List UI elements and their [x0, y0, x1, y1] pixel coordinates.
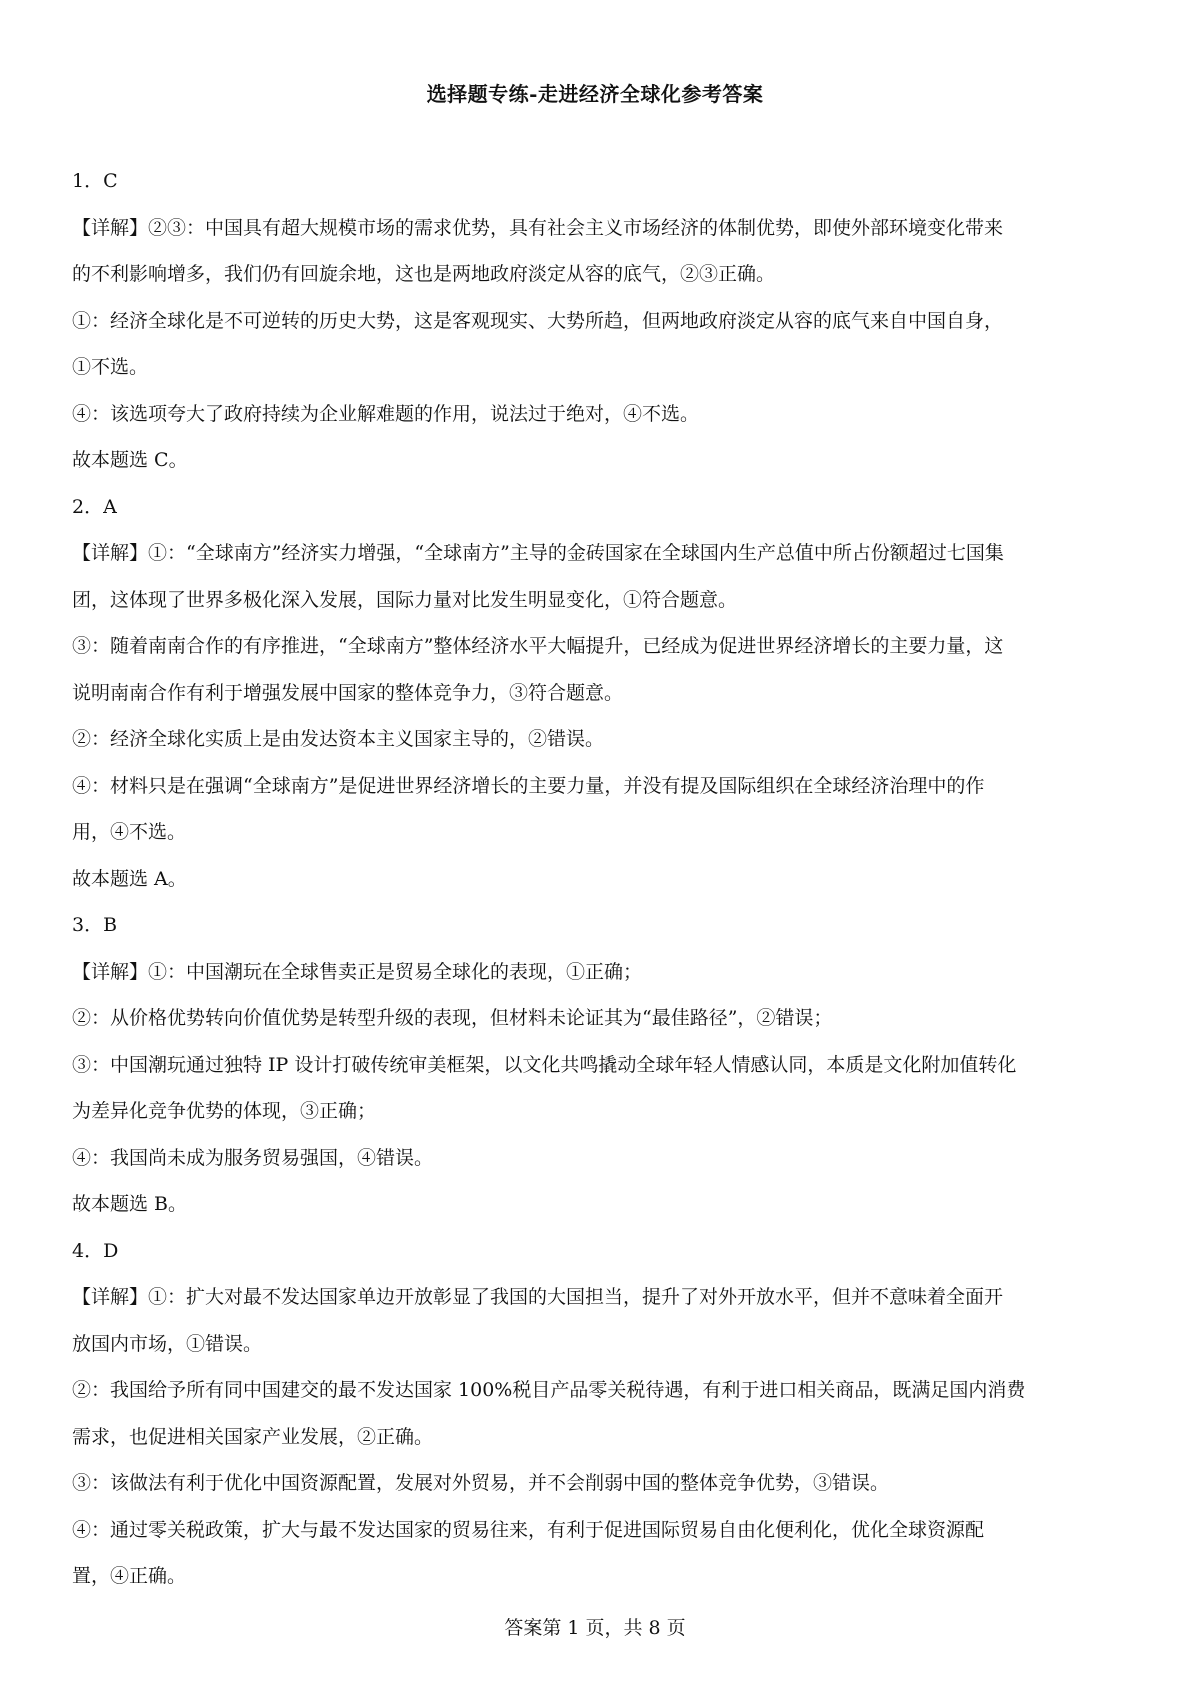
explanation-line: ②：经济全球化实质上是由发达资本主义国家主导的，②错误。 — [72, 728, 605, 750]
explanation-line: ②：从价格优势转向价值优势是转型升级的表现，但材料未论证其为“最佳路径”，②错误； — [72, 1007, 833, 1029]
answer-conclusion: 故本题选 B。 — [72, 1193, 188, 1215]
explanation-line: ④：通过零关税政策，扩大与最不发达国家的贸易往来，有利于促进国际贸易自由化便利化，优化全球资源配 — [72, 1518, 985, 1541]
answer-number: 1．C — [72, 170, 118, 192]
explanation-line: 【详解】①：“全球南方”经济实力增强，“全球南方”主导的金砖国家在全球国内生产总值中所占份额超过七国集 — [72, 542, 1004, 564]
explanation-line: ②：我国给予所有同中国建交的最不发达国家 100%税目产品零关税待遇，有利于进口相关商品，既满足国内消费 — [72, 1379, 1026, 1401]
explanation-line: 【详解】①：扩大对最不发达国家单边开放彰显了我国的大国担当，提升了对外开放水平，但并不意味着全面开 — [72, 1286, 1004, 1308]
answer-number: 3．B — [72, 914, 118, 936]
explanation-line: 【详解】①：中国潮玩在全球售卖正是贸易全球化的表现，①正确； — [72, 960, 643, 983]
explanation-line: 放国内市场，①错误。 — [72, 1332, 263, 1355]
explanation-line: 的不利影响增多，我们仍有回旋余地，这也是两地政府淡定从容的底气，②③正确。 — [72, 263, 776, 285]
explanation-line: 用，④不选。 — [72, 821, 187, 843]
explanation-line: ③：中国潮玩通过独特 IP 设计打破传统审美框架，以文化共鸣撬动全球年轻人情感认同，本质是文化附加值转化 — [72, 1053, 1017, 1076]
explanation-line: 置，④正确。 — [72, 1565, 187, 1587]
explanation-line: ④：我国尚未成为服务贸易强国，④错误。 — [72, 1146, 434, 1169]
explanation-line: 为差异化竞争优势的体现，③正确； — [72, 1100, 377, 1122]
answer-number: 4．D — [72, 1239, 119, 1262]
explanation-line: 说明南南合作有利于增强发展中国家的整体竞争力，③符合题意。 — [72, 681, 624, 704]
explanation-line: ③：该做法有利于优化中国资源配置，发展对外贸易，并不会削弱中国的整体竞争优势，③错误。 — [72, 1472, 890, 1494]
explanation-line: ③：随着南南合作的有序推进，“全球南方”整体经济水平大幅提升，已经成为促进世界经济增长的主要力量，这 — [72, 635, 1004, 657]
explanation-line: ④：材料只是在强调“全球南方”是促进世界经济增长的主要力量，并没有提及国际组织在全球经济治理中的作 — [72, 774, 985, 797]
explanation-line: 【详解】②③：中国具有超大规模市场的需求优势，具有社会主义市场经济的体制优势，即使外部环境变化带来 — [72, 216, 1004, 239]
explanation-line: ①不选。 — [72, 356, 149, 378]
answer-conclusion: 故本题选 C。 — [72, 449, 188, 471]
explanation-line: ①：经济全球化是不可逆转的历史大势，这是客观现实、大势所趋，但两地政府淡定从容的底气来自中国自身， — [72, 309, 1004, 332]
page-footer: 答案第 1 页，共 8 页 — [504, 1617, 686, 1639]
answer-conclusion: 故本题选 A。 — [72, 867, 187, 890]
answer-content — [72, 158, 1120, 1600]
explanation-line: 团，这体现了世界多极化深入发展，国际力量对比发生明显变化，①符合题意。 — [72, 588, 738, 611]
page-title: 选择题专练-走进经济全球化参考答案 — [426, 82, 764, 106]
answer-number: 2．A — [72, 495, 117, 518]
explanation-line: ④：该选项夸大了政府持续为企业解难题的作用，说法过于绝对，④不选。 — [72, 402, 700, 425]
explanation-line: 需求，也促进相关国家产业发展，②正确。 — [72, 1425, 434, 1448]
